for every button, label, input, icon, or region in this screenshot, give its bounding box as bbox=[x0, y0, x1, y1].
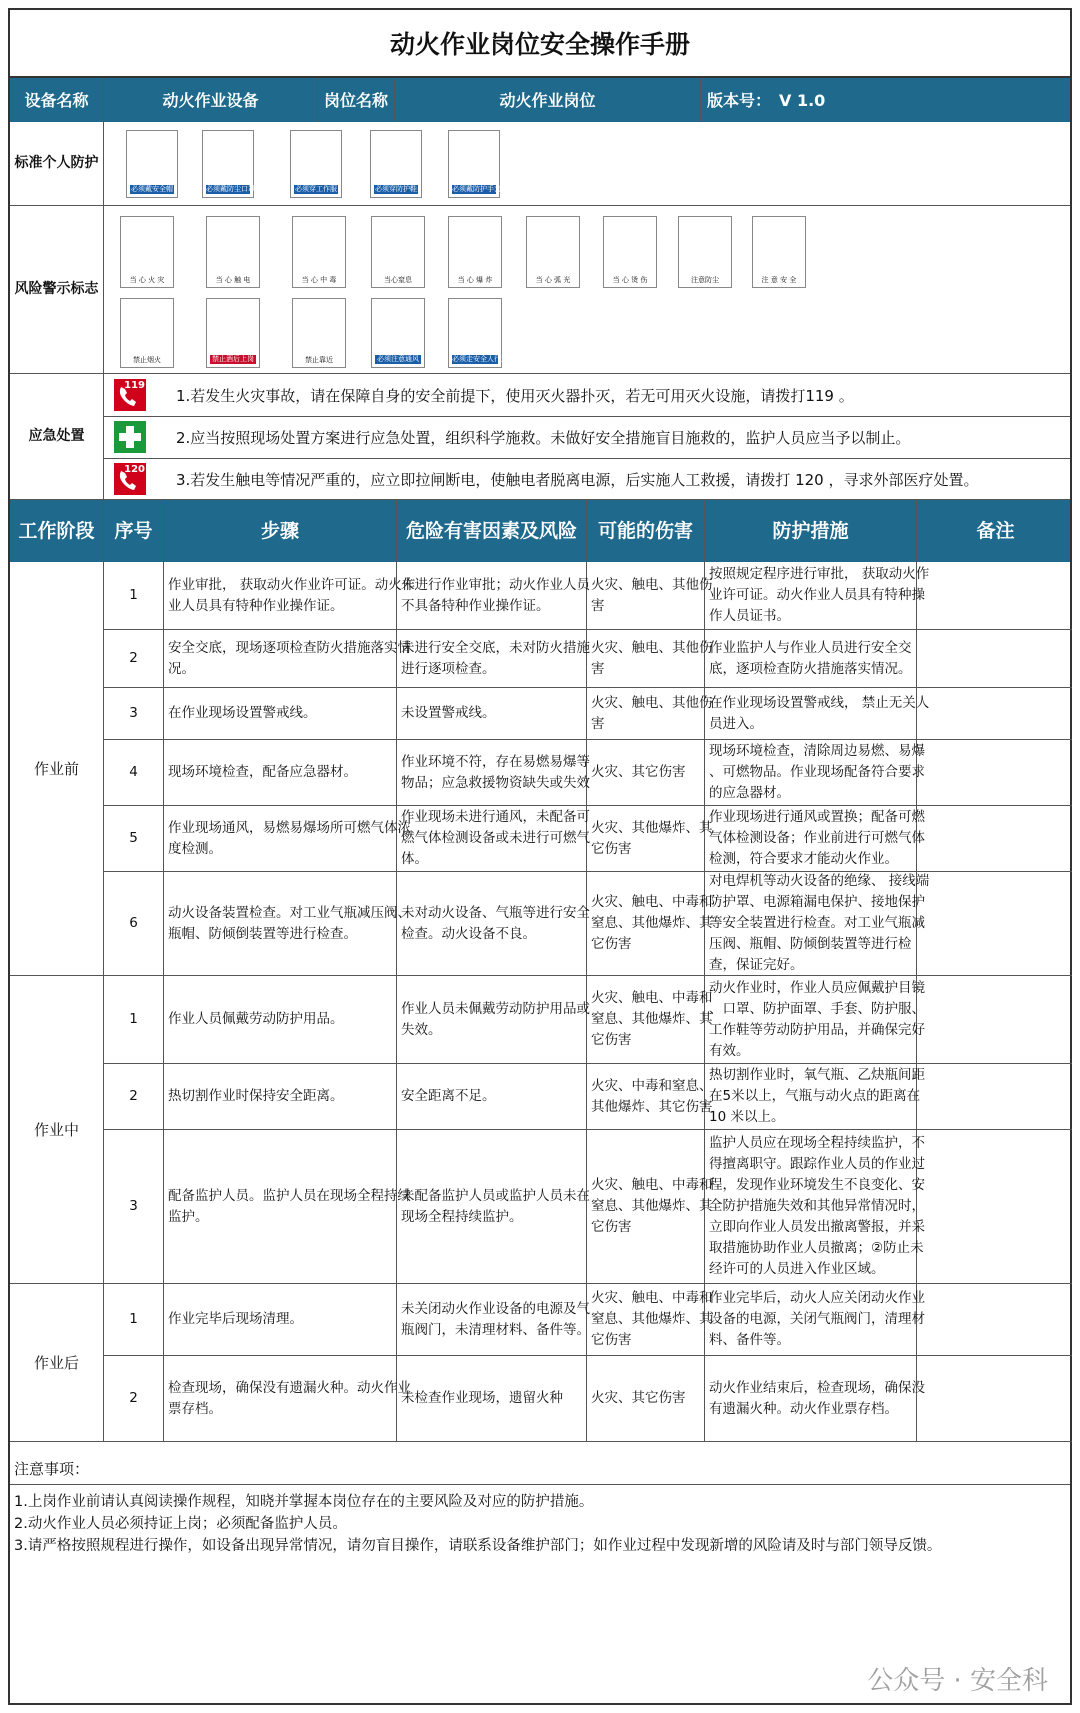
text-line: 度检测。 bbox=[168, 840, 222, 857]
text-line: 害 bbox=[591, 597, 605, 614]
text-line: 瓶帽、防倾倒装置等进行检查。 bbox=[168, 925, 357, 942]
warning-sign bbox=[678, 216, 732, 288]
text-line: 程，发现作业环境发生不良变化、安 bbox=[709, 1177, 925, 1193]
harm-cell bbox=[587, 740, 705, 805]
other-sign bbox=[371, 298, 425, 368]
text-line: 燃气体检测设备或未进行可燃气 bbox=[401, 830, 590, 846]
text-line: 动火设备装置检查。对工业气瓶减压阀、 bbox=[168, 904, 411, 921]
text-line: 窒息、其他爆炸、其 bbox=[591, 1198, 713, 1214]
step-cell-lines bbox=[168, 703, 317, 724]
text-line: 火灾、触电、中毒和 bbox=[591, 1177, 713, 1193]
text-line: 其他爆炸、其它伤害 bbox=[591, 1098, 713, 1115]
sign-caption: 必须戴防护手套 bbox=[452, 185, 501, 193]
risk-cell bbox=[397, 740, 590, 805]
text-line: 未关闭动火作业设备的电源及气 bbox=[401, 1300, 590, 1317]
row-number: 5 bbox=[104, 806, 164, 871]
row-number: 1 bbox=[104, 562, 164, 629]
text-line: 进行逐项检查。 bbox=[401, 660, 496, 677]
first-aid-icon bbox=[114, 421, 146, 453]
step-cell bbox=[164, 562, 416, 629]
table-header bbox=[10, 500, 1070, 562]
device-label: 设备名称 bbox=[10, 78, 104, 122]
sign-caption: 当 心 火 灾 bbox=[129, 276, 165, 284]
text-line: 立即向作业人员发出撤离警报，并采 bbox=[709, 1219, 925, 1235]
risk-cell-lines bbox=[401, 903, 590, 945]
text-line: 火灾、触电、中毒和 bbox=[591, 894, 713, 910]
text-line: 未进行作业审批；动火作业人员 bbox=[401, 576, 590, 593]
step-cell-lines bbox=[168, 903, 411, 945]
text-line: 作业现场未进行通风，未配备可 bbox=[401, 809, 590, 825]
text-line: 体。 bbox=[401, 851, 428, 867]
text-line: 它伤害 bbox=[591, 936, 632, 952]
text-line: 它伤害 bbox=[591, 1332, 632, 1348]
table-row bbox=[104, 806, 1072, 872]
emergency-row bbox=[10, 374, 1070, 500]
text-line: 有效。 bbox=[709, 1042, 750, 1059]
row-number: 1 bbox=[104, 976, 164, 1063]
risk-cell bbox=[397, 688, 587, 739]
other-sign bbox=[292, 298, 346, 368]
risk-cell bbox=[397, 1284, 590, 1355]
text-line: 火灾、触电、其他伤 bbox=[591, 694, 713, 711]
harm-cell-lines bbox=[591, 1288, 713, 1351]
risk-cell bbox=[397, 806, 590, 871]
text-line: 在作业现场设置警戒线， 禁止无关人 bbox=[709, 694, 930, 711]
text-line: 按照规定程序进行审批， 获取动火作 bbox=[709, 566, 930, 582]
row-number: 6 bbox=[104, 872, 164, 975]
text-line: 现场环境检查，配备应急器材。 bbox=[168, 764, 357, 780]
step-cell-lines bbox=[168, 1186, 411, 1228]
text-line: 、口罩、防护面罩、手套、防护服、 bbox=[709, 1000, 925, 1017]
step-cell-lines bbox=[168, 1086, 344, 1107]
harm-cell bbox=[587, 688, 713, 739]
text-line: 失效。 bbox=[401, 1021, 442, 1038]
column-header: 危险有害因素及风险 bbox=[397, 500, 587, 562]
ppe-label: 标准个人防护 bbox=[10, 122, 104, 205]
sign-caption: 当 心 触 电 bbox=[215, 276, 251, 284]
sign-caption: 当 心 烫 伤 bbox=[612, 276, 648, 284]
risk-cell bbox=[397, 1064, 587, 1129]
note-cell bbox=[917, 1284, 1074, 1355]
warning-sign bbox=[371, 216, 425, 288]
row-number: 2 bbox=[104, 1064, 164, 1129]
warning-sign bbox=[752, 216, 806, 288]
text-line: 监护人员应在现场全程持续监护，不 bbox=[709, 1135, 925, 1151]
text-line: 窒息、其他爆炸、其 bbox=[591, 1311, 713, 1327]
ppe-row bbox=[10, 122, 1070, 206]
step-cell bbox=[164, 1130, 411, 1283]
harm-cell-lines bbox=[591, 1076, 713, 1118]
table-row bbox=[104, 688, 1072, 740]
measure-cell bbox=[705, 1284, 925, 1355]
text-line: 窒息、其他爆炸、其 bbox=[591, 915, 713, 931]
measure-cell-lines bbox=[709, 741, 925, 804]
risk-cell-lines bbox=[401, 752, 590, 794]
risk-label: 风险警示标志 bbox=[10, 206, 104, 373]
info-header-row bbox=[10, 78, 1070, 122]
text-line: 气体检测设备；作业前进行可燃气体 bbox=[709, 830, 925, 846]
table-row bbox=[104, 630, 1072, 688]
text-line: 料、备件等。 bbox=[709, 1332, 790, 1348]
sign-caption: 注意防尘 bbox=[691, 276, 719, 284]
post-label: 岗位名称 bbox=[318, 78, 395, 122]
sign-caption: 必须穿防护鞋 bbox=[375, 185, 417, 193]
row-number: 2 bbox=[104, 630, 164, 687]
measure-cell-lines bbox=[709, 1378, 925, 1420]
measure-cell bbox=[705, 740, 925, 805]
column-header: 步骤 bbox=[164, 500, 397, 562]
text-line: 安全距离不足。 bbox=[401, 1088, 496, 1104]
emergency-text: 2.应当按照现场处置方案进行应急处置，组织科学施救。未做好安全措施盲目施救的，监护人员应当予以制止。 bbox=[176, 429, 911, 447]
text-line: 票存档。 bbox=[168, 1400, 222, 1417]
risk-cell bbox=[397, 872, 590, 975]
harm-cell bbox=[587, 872, 713, 975]
risk-cell bbox=[397, 1356, 587, 1441]
measure-cell bbox=[705, 630, 917, 687]
warning-sign bbox=[526, 216, 580, 288]
measure-cell bbox=[705, 562, 930, 629]
harm-cell bbox=[587, 976, 713, 1063]
note-cell bbox=[917, 562, 1074, 629]
measure-cell bbox=[705, 806, 925, 871]
harm-cell-lines bbox=[591, 1388, 686, 1409]
text-line: 作业完毕后，动火人应关闭动火作业 bbox=[709, 1290, 925, 1306]
measure-cell bbox=[705, 1064, 925, 1129]
harm-cell-lines bbox=[591, 638, 713, 680]
harm-cell bbox=[587, 562, 713, 629]
risk-cell bbox=[397, 976, 590, 1063]
device-value: 动火作业设备 bbox=[104, 78, 318, 122]
emergency-text: 1.若发生火灾事故，请在保障自身的安全前提下，使用灭火器扑灭，若无可用灭火设施，请拨打119 。 bbox=[176, 387, 854, 405]
text-line: 火灾、触电、其他伤 bbox=[591, 576, 713, 593]
step-cell-lines bbox=[168, 1378, 411, 1420]
version-value: V 1.0 bbox=[779, 90, 826, 110]
column-header: 可能的伤害 bbox=[587, 500, 705, 562]
harm-cell-lines bbox=[591, 892, 713, 955]
text-line: 不具备特种作业操作证。 bbox=[401, 597, 550, 614]
sign-caption: 当 心 弧 光 bbox=[535, 276, 571, 284]
note-cell bbox=[917, 976, 1074, 1063]
warning-sign bbox=[448, 216, 502, 288]
table-row bbox=[104, 1130, 1072, 1284]
text-line: 作业审批， 获取动火作业许可证。动火作 bbox=[168, 576, 416, 593]
harm-cell bbox=[587, 1284, 713, 1355]
step-cell bbox=[164, 1356, 411, 1441]
ppe-sign bbox=[202, 130, 254, 198]
text-line: 业许可证。动火作业人员具有特种操 bbox=[709, 587, 925, 603]
text-line: 作业人员未佩戴劳动防护用品或 bbox=[401, 1000, 590, 1017]
text-line: 动火作业结束后，检查现场，确保没 bbox=[709, 1379, 925, 1396]
sign-caption: 当心窒息 bbox=[384, 276, 412, 284]
emergency-number-badge: 119 bbox=[124, 380, 145, 391]
other-sign bbox=[448, 298, 508, 368]
text-line: 现场全程持续监护。 bbox=[401, 1208, 523, 1225]
text-line: 火灾、触电、中毒和 bbox=[591, 990, 713, 1006]
step-cell bbox=[164, 1064, 397, 1129]
text-line: 火灾、触电、中毒和 bbox=[591, 1290, 713, 1306]
sign-caption: 必须穿工作服 bbox=[295, 185, 337, 193]
sign-caption: 必须注意通风 bbox=[377, 355, 419, 363]
harm-cell-lines bbox=[591, 818, 713, 860]
emergency-label: 应急处置 bbox=[10, 374, 104, 499]
table-row bbox=[104, 976, 1072, 1064]
measure-cell bbox=[705, 1356, 925, 1441]
risk-cell-lines bbox=[401, 807, 590, 870]
text-line: 瓶阀门，未清理材料、备件等。 bbox=[401, 1321, 590, 1338]
sign-caption: 禁止靠近 bbox=[305, 356, 333, 364]
column-header: 工作阶段 bbox=[10, 500, 104, 562]
step-cell-lines bbox=[168, 638, 411, 680]
text-line: 、可燃物品。作业现场配备符合要求 bbox=[709, 764, 925, 780]
note-cell bbox=[917, 740, 1074, 805]
text-line: 有遗漏火种。动火作业票存档。 bbox=[709, 1400, 898, 1417]
table-row bbox=[104, 872, 1072, 976]
harm-cell-lines bbox=[591, 1175, 713, 1238]
emergency-number-badge: 120 bbox=[124, 464, 145, 475]
step-cell bbox=[164, 630, 411, 687]
text-line: 作业环境不符，存在易燃易爆等 bbox=[401, 753, 590, 770]
note-cell bbox=[917, 1130, 1074, 1283]
step-cell bbox=[164, 688, 397, 739]
manual-page bbox=[8, 8, 1072, 1705]
measure-cell-lines bbox=[709, 693, 929, 735]
other-sign bbox=[120, 298, 174, 368]
measure-cell bbox=[705, 1130, 925, 1283]
step-cell bbox=[164, 740, 397, 805]
text-line: 未进行安全交底，未对防火措施 bbox=[401, 639, 590, 656]
text-line: 配备监护人员。监护人员在现场全程持续 bbox=[168, 1187, 411, 1204]
version-label: 版本号： bbox=[707, 90, 772, 110]
text-line: 对电焊机等动火设备的绝缘、 接线端 bbox=[709, 873, 930, 889]
step-cell-lines bbox=[168, 762, 357, 783]
text-line: 热切割作业时，氧气瓶、乙炔瓶间距 bbox=[709, 1067, 925, 1083]
stage-cell: 作业中 bbox=[10, 976, 104, 1284]
text-line: 的应急器材。 bbox=[709, 785, 790, 801]
measure-cell-lines bbox=[709, 871, 929, 976]
ppe-sign bbox=[370, 130, 422, 198]
harm-cell bbox=[587, 806, 713, 871]
sign-caption: 必须戴安全帽 bbox=[131, 185, 173, 193]
measure-cell-lines bbox=[709, 807, 925, 870]
text-line: 它伤害 bbox=[591, 1032, 632, 1048]
table-row bbox=[104, 740, 1072, 806]
step-cell-lines bbox=[168, 575, 415, 617]
ppe-sign bbox=[126, 130, 178, 198]
post-value: 动火作业岗位 bbox=[395, 78, 701, 122]
step-cell-lines bbox=[168, 1309, 303, 1330]
measure-cell-lines bbox=[709, 1065, 925, 1128]
step-cell bbox=[164, 976, 397, 1063]
sign-caption: 当 心 爆 炸 bbox=[457, 276, 493, 284]
version bbox=[701, 78, 1074, 122]
stage-cell: 作业后 bbox=[10, 1284, 104, 1442]
column-header: 序号 bbox=[104, 500, 164, 562]
text-line: 全防护措施失效和其他异常情况时， bbox=[709, 1198, 925, 1214]
harm-cell-lines bbox=[591, 988, 713, 1051]
row-number: 1 bbox=[104, 1284, 164, 1355]
column-header: 备注 bbox=[976, 519, 1015, 542]
ppe-sign bbox=[448, 130, 500, 198]
text-line: 害 bbox=[591, 715, 605, 732]
text-line: 员进入。 bbox=[709, 715, 763, 732]
row-number: 2 bbox=[104, 1356, 164, 1441]
measure-cell bbox=[705, 976, 925, 1063]
text-line: 检测，符合要求才能动火作业。 bbox=[709, 851, 898, 867]
text-line: 作业现场通风，易燃易爆场所可燃气体浓 bbox=[168, 819, 411, 836]
warning-sign bbox=[120, 216, 174, 288]
risk-cell bbox=[397, 630, 590, 687]
note-cell bbox=[917, 1064, 1074, 1129]
step-cell-lines bbox=[168, 818, 411, 860]
text-line: 现场环境检查，清除周边易燃、易爆 bbox=[709, 743, 925, 759]
text-line: 设备的电源，关闭气瓶阀门，清理材 bbox=[709, 1311, 925, 1327]
text-line: 等安全装置进行检查。对工业气瓶减 bbox=[709, 915, 925, 931]
text-line: 火灾、中毒和窒息、 bbox=[591, 1077, 713, 1094]
emergency-divider bbox=[104, 416, 1070, 417]
text-line: 作业完毕后现场清理。 bbox=[168, 1311, 303, 1327]
text-line: 作业人员佩戴劳动防护用品。 bbox=[168, 1011, 344, 1027]
measure-cell-lines bbox=[709, 638, 912, 680]
table-row bbox=[104, 1284, 1072, 1356]
note-item: 3.请严格按照规程进行操作，如设备出现异常情况，请勿盲目操作，请联系设备维护部门；如作业过程中发现新增的风险请及时与部门领导反馈。 bbox=[14, 1538, 942, 1554]
text-line: 害 bbox=[591, 660, 605, 677]
note-item: 1.上岗作业前请认真阅读操作规程，知晓并掌握本岗位存在的主要风险及对应的防护措施。 bbox=[14, 1494, 594, 1510]
row-number: 3 bbox=[104, 1130, 164, 1283]
harm-cell bbox=[587, 630, 713, 687]
risk-cell-lines bbox=[401, 703, 496, 724]
text-line: 检查现场，确保没有遗漏火种。动火作业 bbox=[168, 1379, 411, 1396]
step-cell bbox=[164, 872, 411, 975]
text-line: 压阀、瓶帽、防倾倒装置等进行检 bbox=[709, 936, 912, 952]
row-number: 4 bbox=[104, 740, 164, 805]
fire-119-icon bbox=[114, 379, 146, 411]
measure-cell-lines bbox=[709, 1133, 925, 1280]
note-cell bbox=[917, 1356, 1074, 1441]
sign-caption: 禁止酒后上岗 bbox=[212, 355, 254, 363]
column-header: 防护措施 bbox=[705, 500, 917, 562]
risk-cell bbox=[397, 1130, 590, 1283]
note-cell bbox=[917, 688, 1074, 739]
text-line: 工作鞋等劳动防护用品，并确保完好 bbox=[709, 1021, 925, 1038]
text-line: 得擅离职守。跟踪作业人员的作业过 bbox=[709, 1156, 925, 1172]
sign-caption: 必须走安全人行道 bbox=[452, 355, 508, 363]
note-item: 2.动火作业人员必须持证上岗；必须配备监护人员。 bbox=[14, 1516, 347, 1532]
measure-cell-lines bbox=[709, 564, 929, 627]
text-line: 它伤害 bbox=[591, 1219, 632, 1235]
note-cell bbox=[917, 806, 1074, 871]
measure-cell-lines bbox=[709, 1288, 925, 1351]
table-row bbox=[104, 562, 1072, 630]
warning-sign bbox=[603, 216, 657, 288]
harm-cell-lines bbox=[591, 575, 713, 617]
risk-cell-lines bbox=[401, 1388, 563, 1409]
table-row bbox=[104, 1356, 1072, 1442]
row-number: 3 bbox=[104, 688, 164, 739]
text-line: 取措施协助作业人员撤离；②防止未 bbox=[709, 1240, 924, 1256]
risk-cell-lines bbox=[401, 1299, 590, 1341]
other-sign bbox=[206, 298, 260, 368]
ppe-sign bbox=[290, 130, 342, 198]
risk-cell-lines bbox=[401, 1086, 496, 1107]
text-line: 动火作业时，作业人员应佩戴护目镜 bbox=[709, 979, 925, 996]
text-line: 火灾、其他爆炸、其 bbox=[591, 819, 713, 836]
page-title: 动火作业岗位安全操作手册 bbox=[10, 10, 1070, 78]
text-line: 未对动火设备、气瓶等进行安全 bbox=[401, 904, 590, 921]
text-line: 火灾、其它伤害 bbox=[591, 764, 686, 780]
text-line: 业人员具有特种作业操作证。 bbox=[168, 597, 344, 614]
measure-cell bbox=[705, 688, 930, 739]
text-line: 查，保证完好。 bbox=[709, 957, 804, 973]
text-line: 在作业现场设置警戒线。 bbox=[168, 705, 317, 721]
text-line: 物品；应急救援物资缺失或失效 bbox=[401, 774, 590, 791]
text-line: 它伤害 bbox=[591, 840, 632, 857]
risk-cell-lines bbox=[401, 1186, 590, 1228]
harm-cell-lines bbox=[591, 693, 713, 735]
text-line: 作业现场进行通风或置换；配备可燃 bbox=[709, 809, 925, 825]
risk-cell bbox=[397, 562, 590, 629]
harm-cell bbox=[587, 1356, 705, 1441]
warning-sign bbox=[206, 216, 260, 288]
risk-row bbox=[10, 206, 1070, 374]
text-line: 监护。 bbox=[168, 1208, 209, 1225]
stage-cell: 作业前 bbox=[10, 562, 104, 976]
text-line: 未配备监护人员或监护人员未在 bbox=[401, 1187, 590, 1204]
harm-cell-lines bbox=[591, 762, 686, 783]
table-row bbox=[104, 1064, 1072, 1130]
phone-120-icon bbox=[114, 463, 146, 495]
text-line: 安全交底，现场逐项检查防火措施落实情 bbox=[168, 639, 411, 656]
measure-cell bbox=[705, 872, 930, 975]
emergency-text: 3.若发生触电等情况严重的，应立即拉闸断电，使触电者脱离电源，后实施人工救援，请拨打 120 ，寻求外部医疗处置。 bbox=[176, 471, 979, 489]
text-line: 检查。动火设备不良。 bbox=[401, 925, 536, 942]
text-line: 未检查作业现场，遗留火种 bbox=[401, 1390, 563, 1406]
text-line: 底，逐项检查防火措施落实情况。 bbox=[709, 660, 912, 677]
risk-cell-lines bbox=[401, 999, 590, 1041]
sign-caption: 注 意 安 全 bbox=[761, 276, 797, 284]
risk-cell-lines bbox=[401, 638, 590, 680]
warning-sign bbox=[292, 216, 346, 288]
sign-caption: 必须戴防尘口罩 bbox=[206, 185, 255, 193]
measure-cell-lines bbox=[709, 978, 925, 1062]
emergency-divider bbox=[104, 458, 1070, 459]
text-line: 经许可的人员进入作业区域。 bbox=[709, 1261, 885, 1277]
sign-caption: 当 心 中 毒 bbox=[301, 276, 337, 284]
note-cell bbox=[917, 872, 1074, 975]
watermark: 公众号 · 安全科 bbox=[867, 1666, 1048, 1696]
harm-cell bbox=[587, 1130, 713, 1283]
notes-title: 注意事项： bbox=[10, 1453, 1070, 1485]
text-line: 未设置警戒线。 bbox=[401, 705, 496, 721]
text-line: 10 米以上。 bbox=[709, 1109, 785, 1125]
text-line: 火灾、触电、其他伤 bbox=[591, 639, 713, 656]
harm-cell bbox=[587, 1064, 713, 1129]
text-line: 防护罩、电源箱漏电保护、接地保护 bbox=[709, 894, 925, 910]
text-line: 火灾、其它伤害 bbox=[591, 1390, 686, 1406]
step-cell bbox=[164, 806, 411, 871]
sign-caption: 禁止烟火 bbox=[133, 356, 161, 364]
text-line: 作业监护人与作业人员进行安全交 bbox=[709, 639, 912, 656]
step-cell-lines bbox=[168, 1009, 344, 1030]
note-cell bbox=[917, 630, 1074, 687]
risk-cell-lines bbox=[401, 575, 590, 617]
text-line: 热切割作业时保持安全距离。 bbox=[168, 1088, 344, 1104]
text-line: 在5米以上，气瓶与动火点的距离在 bbox=[709, 1088, 921, 1104]
text-line: 作人员证书。 bbox=[709, 608, 790, 624]
step-cell bbox=[164, 1284, 397, 1355]
text-line: 窒息、其他爆炸、其 bbox=[591, 1011, 713, 1027]
text-line: 况。 bbox=[168, 660, 195, 677]
